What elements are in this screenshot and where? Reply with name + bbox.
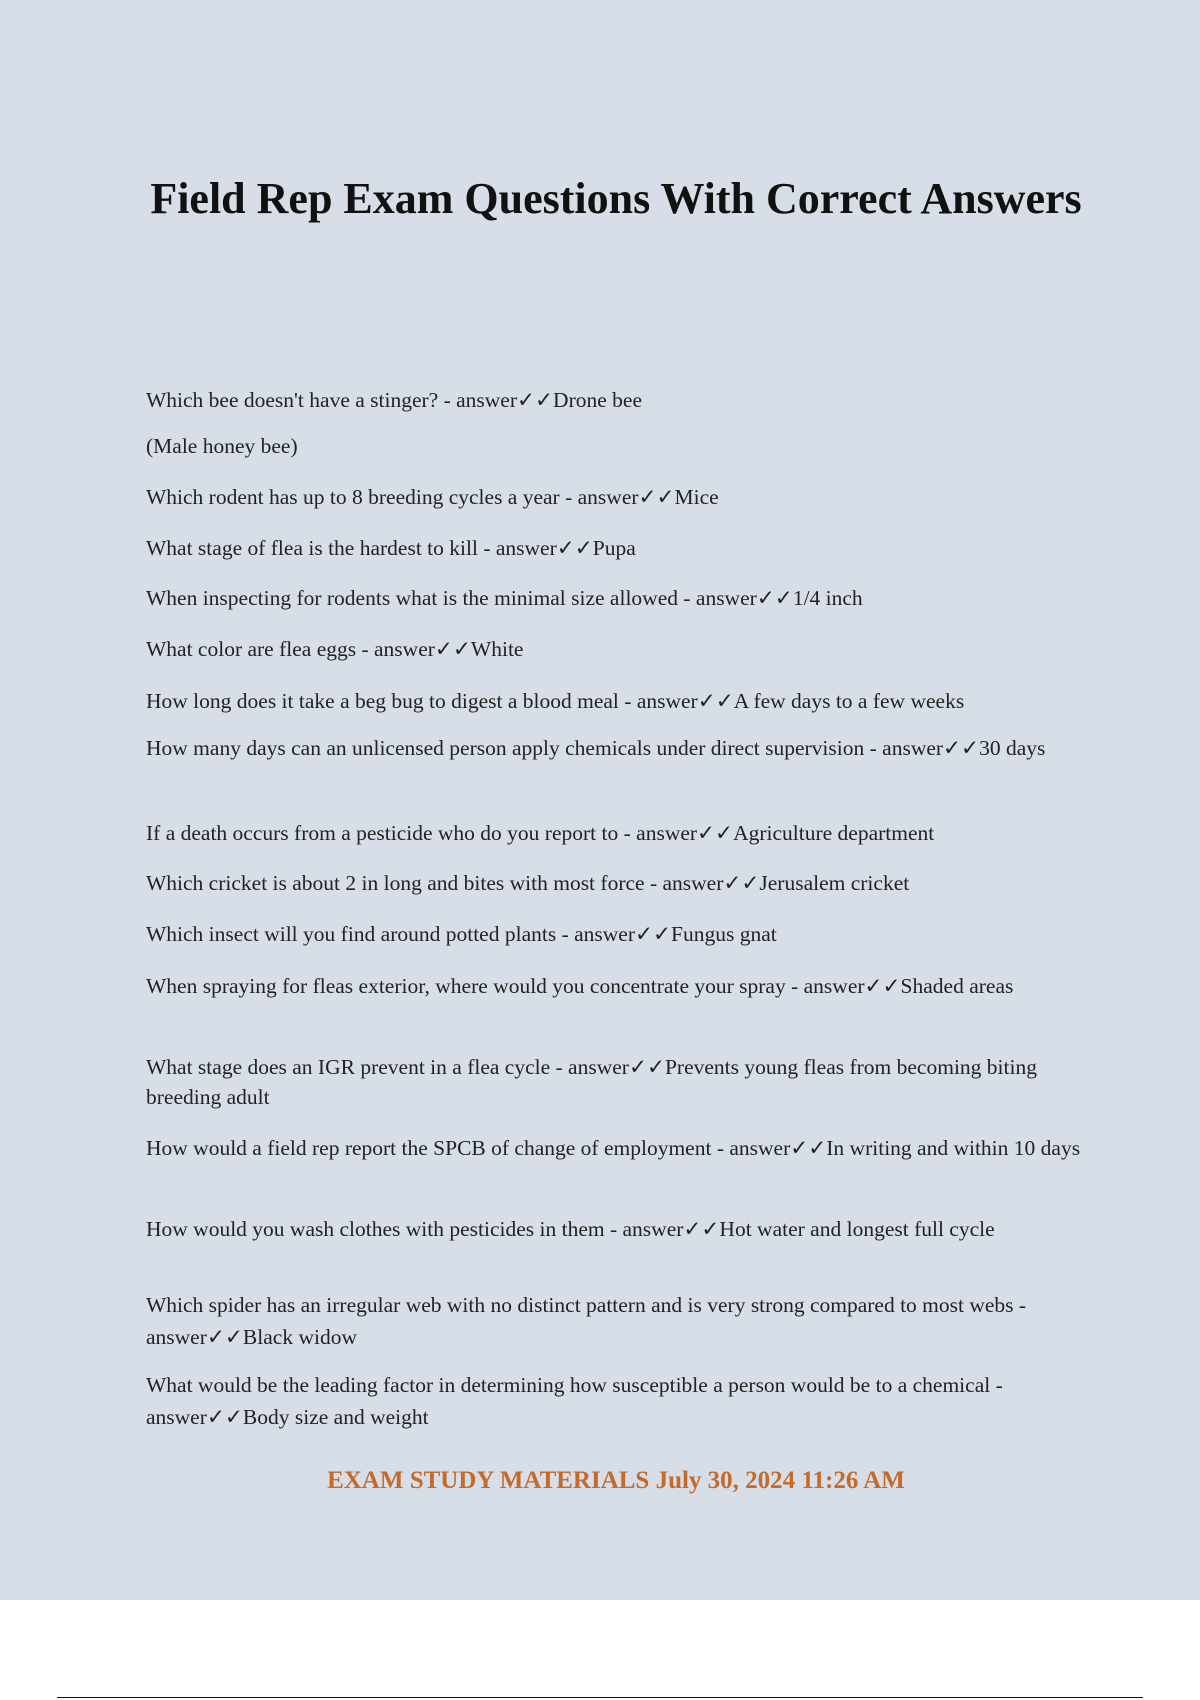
qa-item-15: How would you wash clothes with pesticides in them - answer✓✓Hot water and longest full cycle: [146, 1217, 995, 1241]
page-title: Field Rep Exam Questions With Correct Answers: [150, 174, 1082, 223]
qa-item-3: Which rodent has up to 8 breeding cycles a year - answer✓✓Mice: [146, 485, 719, 509]
bottom-divider: [57, 1697, 1143, 1698]
qa-item-14: How would a field rep report the SPCB of change of employment - answer✓✓In writing and within 10 days: [146, 1136, 1081, 1160]
qa-item-5: When inspecting for rodents what is the minimal size allowed - answer✓✓1/4 inch: [146, 586, 863, 610]
qa-item-4: What stage of flea is the hardest to kill - answer✓✓Pupa: [146, 536, 636, 560]
qa-item-16: Which spider has an irregular web with no distinct pattern and is very strong compared to most webs - answer✓✓Black widow: [146, 1293, 1027, 1349]
study-materials-stamp: EXAM STUDY MATERIALS July 30, 2024 11:26 AM: [327, 1467, 905, 1494]
qa-item-2: (Male honey bee): [146, 434, 298, 458]
qa-item-6: What color are flea eggs - answer✓✓White: [146, 637, 524, 661]
qa-item-10: Which cricket is about 2 in long and bites with most force - answer✓✓Jerusalem cricket: [146, 871, 910, 895]
qa-item-9: If a death occurs from a pesticide who do you report to - answer✓✓Agriculture department: [146, 821, 935, 845]
qa-item-12: When spraying for fleas exterior, where would you concentrate your spray - answer✓✓Shaded areas: [146, 974, 1014, 998]
qa-item-1: Which bee doesn't have a stinger? - answer✓✓Drone bee: [146, 388, 642, 412]
qa-item-13: What stage does an IGR prevent in a flea cycle - answer✓✓Prevents young fleas from becoming biting breeding adult: [146, 1055, 1037, 1109]
qa-item-17: What would be the leading factor in determining how susceptible a person would be to a chemical - answer✓✓Body size and weight: [146, 1373, 1003, 1429]
qa-item-7: How long does it take a beg bug to digest a blood meal - answer✓✓A few days to a few weeks: [146, 689, 965, 713]
qa-item-11: Which insect will you find around potted plants - answer✓✓Fungus gnat: [146, 922, 777, 946]
qa-item-8: How many days can an unlicensed person apply chemicals under direct supervision - answer✓✓30 days: [146, 736, 1046, 760]
